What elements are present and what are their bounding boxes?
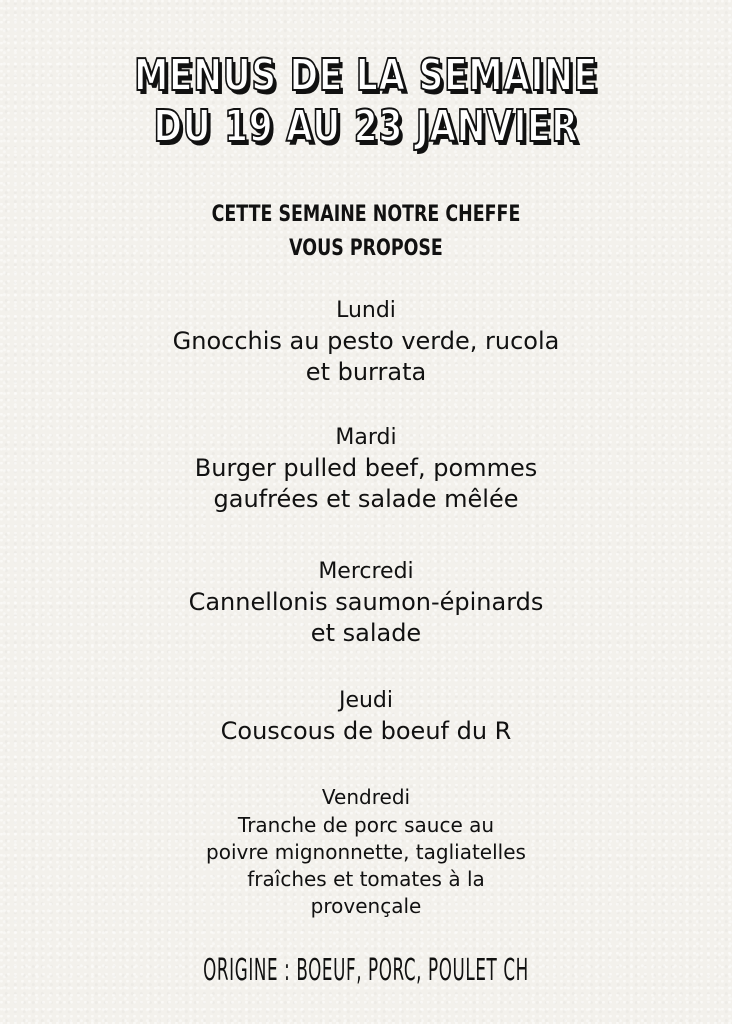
dish-line: poivre mignonnette, tagliatelles (206, 840, 526, 864)
subtitle-line-2: VOUS PROPOSE (289, 236, 443, 261)
dish-line: Gnocchis au pesto verde, rucola (172, 327, 560, 355)
origin-note: ORIGINE : BOEUF, PORC, POULET CH (203, 953, 529, 988)
dish-line: Burger pulled beef, pommes (194, 454, 538, 482)
dish-line: et salade (310, 619, 422, 647)
menu-item-lundi (0, 295, 732, 388)
day-label: Vendredi (321, 785, 411, 809)
dish-line: et burrata (305, 358, 427, 386)
dish-line: fraîches et tomates à la (247, 867, 485, 891)
menu-item-mardi (0, 422, 732, 515)
dish-line: Tranche de porc sauce au (237, 813, 495, 837)
day-label: Mardi (335, 425, 397, 450)
dish-line: gaufrées et salade mêlée (213, 485, 519, 513)
menu-item-vendredi (0, 783, 732, 920)
day-label: Lundi (336, 298, 396, 323)
page-title-line-2: DU 19 AU 23 JANVIER (153, 101, 579, 152)
day-label: Jeudi (338, 688, 394, 713)
dish-line: Couscous de boeuf du R (220, 717, 512, 745)
subtitle-line-1: CETTE SEMAINE NOTRE CHEFFE (211, 202, 521, 227)
menu-item-jeudi (0, 685, 732, 747)
dish-line: Cannellonis saumon-épinards (188, 588, 544, 616)
day-label: Mercredi (318, 559, 414, 584)
page-title-line-1: MENUS DE LA SEMAINE (134, 50, 598, 101)
dish-line: provençale (310, 894, 422, 918)
menu-item-mercredi (0, 556, 732, 649)
